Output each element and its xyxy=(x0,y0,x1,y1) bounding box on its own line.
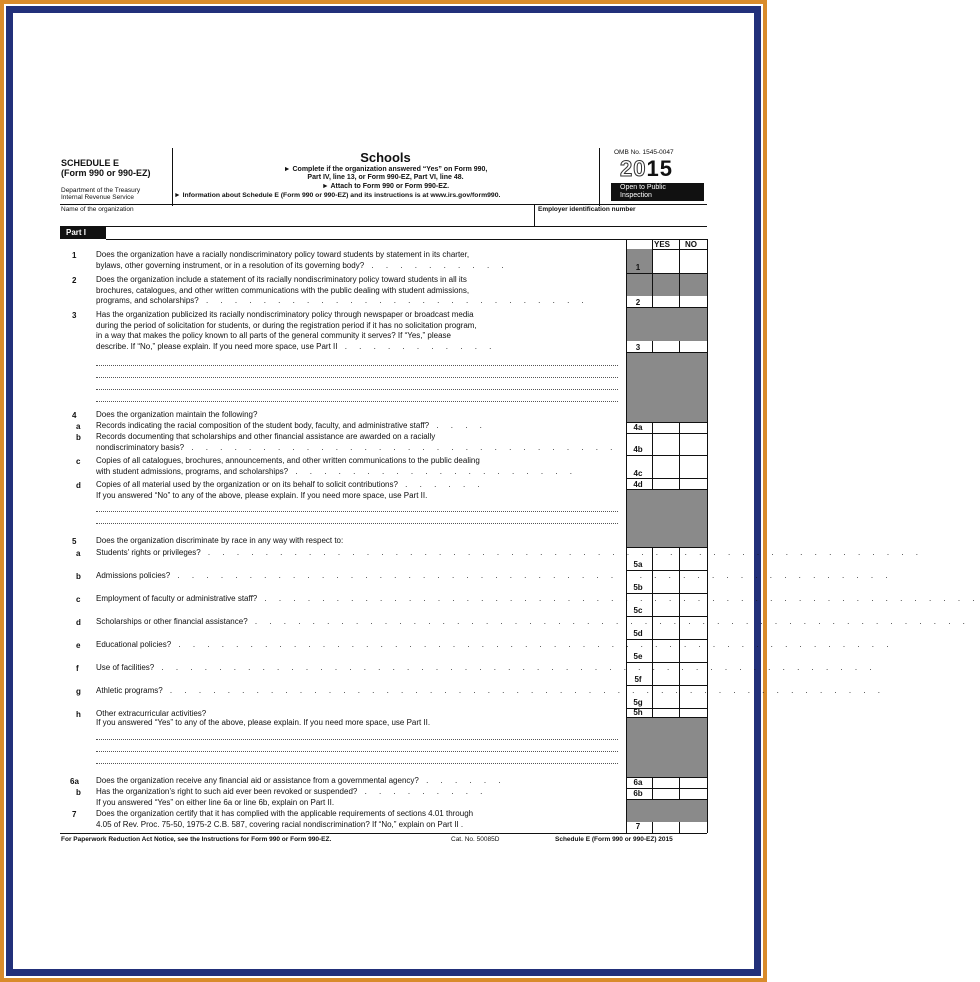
line-5e: 5e xyxy=(633,652,643,661)
form-label: (Form 990 or 990-EZ) xyxy=(61,168,151,178)
q5c-letter: c xyxy=(76,595,81,604)
instruction-2: Part IV, line 13, or Form 990-EZ, Part VI, line 48. xyxy=(307,174,464,181)
dept-treasury: Department of the Treasury xyxy=(61,187,141,194)
q6b-letter: b xyxy=(76,788,81,797)
org-name-label: Name of the organization xyxy=(61,206,134,213)
q4d-text: Copies of all material used by the organization or on its behalf to solicit contributions? . . . . . . xyxy=(96,480,485,489)
explain-line[interactable] xyxy=(96,401,618,402)
line-5d: 5d xyxy=(633,629,643,638)
q5e-letter: e xyxy=(76,641,81,650)
q5c-text: Employment of faculty or administrative staff? . . . . . . . . . . . . . . . . . . . . . . . . . . . . . . . . . . . . . . . . . . . . . . . . . . xyxy=(96,594,980,603)
q5d-text: Scholarships or other financial assistance? . . . . . . . . . . . . . . . . . . . . . . . . . . . . . . . . . . . . . . . . . . . . . . . . . . xyxy=(96,617,970,626)
open-to-public-badge: Open to Public Inspection xyxy=(611,183,704,201)
instruction-4: ► Information about Schedule E (Form 990 or 990-EZ) and its instructions is at www.irs.gov/form990. xyxy=(174,192,501,199)
q5-text: Does the organization discriminate by race in any way with respect to: xyxy=(96,536,344,545)
q1-number: 1 xyxy=(72,251,77,260)
explain-line[interactable] xyxy=(96,739,618,740)
explain-line[interactable] xyxy=(96,377,618,378)
q5h-text: Other extracurricular activities? xyxy=(96,709,207,718)
footer-schedule: Schedule E (Form 990 or 990-EZ) 2015 xyxy=(555,836,673,843)
instruction-1: ► Complete if the organization answered “Yes” on Form 990, xyxy=(283,166,488,173)
line-5b: 5b xyxy=(633,583,643,592)
q5g-letter: g xyxy=(76,687,81,696)
q7-text: Does the organization certify that it has complied with the applicable requirements of sections 4.01 through 4.05 of Rev. Proc. 75-50, 1975-2 C.B. 587, covering racial nondiscrimination? If “No,” explain on Part II . xyxy=(96,809,474,829)
q6b-text: Has the organization’s right to such aid ever been revoked or suspended? . . . . . . . . . xyxy=(96,787,488,796)
explain-line[interactable] xyxy=(96,389,618,390)
q5f-text: Use of facilities? . . . . . . . . . . . . . . . . . . . . . . . . . . . . . . . . . . . . . . . . . . . . . . . . . . xyxy=(96,663,877,672)
q5g-text: Athletic programs? . . . . . . . . . . . . . . . . . . . . . . . . . . . . . . . . . . . . . . . . . . . . . . . . . . xyxy=(96,686,885,695)
q5b-text: Admissions policies? . . . . . . . . . . . . . . . . . . . . . . . . . . . . . . . . . . . . . . . . . . . . . . . . . . xyxy=(96,571,893,580)
q2-number: 2 xyxy=(72,276,77,285)
q5e-text: Educational policies? . . . . . . . . . . . . . . . . . . . . . . . . . . . . . . . . . . . . . . . . . . . . . . . . . . xyxy=(96,640,894,649)
line-6b: 6b xyxy=(633,789,643,798)
explain-line[interactable] xyxy=(96,523,618,524)
schedule-label: SCHEDULE E xyxy=(61,158,120,168)
omb-number: OMB No. 1545-0047 xyxy=(614,149,674,156)
form-page xyxy=(14,14,980,968)
no-column-header: NO xyxy=(685,240,697,249)
dept-irs: Internal Revenue Service xyxy=(61,194,134,201)
ein-label: Employer identification number xyxy=(538,206,636,213)
line-5a: 5a xyxy=(633,560,643,569)
q4-number: 4 xyxy=(72,411,77,420)
line-1: 1 xyxy=(635,263,641,272)
yes-column-header: YES xyxy=(654,240,671,249)
q5a-text: Students' rights or privileges? . . . . . . . . . . . . . . . . . . . . . . . . . . . . . . . . . . . . . . . . . . . . . . . . . . xyxy=(96,548,923,557)
q6-explain: If you answered “Yes” on either line 6a or line 6b, explain on Part II. xyxy=(96,798,335,807)
q1-text: Does the organization have a racially nondiscriminatory policy toward students by statement in its charter, bylaws, other governing instrument, or in a resolution of its governing body? . . . . . . . . . . xyxy=(96,250,509,270)
line-6a: 6a xyxy=(633,778,643,787)
q5f-letter: f xyxy=(76,664,79,673)
q6a-text: Does the organization receive any financial aid or assistance from a governmental agency? . . . . . . xyxy=(96,776,506,785)
line-5c: 5c xyxy=(633,606,643,615)
q4d-letter: d xyxy=(76,481,81,490)
explain-line[interactable] xyxy=(96,751,618,752)
line-4a: 4a xyxy=(633,423,643,432)
q5h-letter: h xyxy=(76,710,81,719)
q5a-letter: a xyxy=(76,549,81,558)
line-5h: 5h xyxy=(633,708,643,717)
part-i-label: Part I xyxy=(60,227,106,239)
footer-paperwork: For Paperwork Reduction Act Notice, see the Instructions for Form 990 or Form 990-EZ. xyxy=(61,836,332,843)
line-7: 7 xyxy=(635,822,641,831)
line-5g: 5g xyxy=(633,698,643,707)
q4c-letter: c xyxy=(76,457,81,466)
form-title: Schools xyxy=(360,150,411,165)
q5d-letter: d xyxy=(76,618,81,627)
q6a-number: 6a xyxy=(70,777,79,786)
q4-explain: If you answered “No” to any of the above, please explain. If you need more space, use Part II. xyxy=(96,491,428,500)
instruction-3: ► Attach to Form 990 or Form 990-EZ. xyxy=(321,183,450,190)
line-3: 3 xyxy=(635,343,641,352)
q7-number: 7 xyxy=(72,810,77,819)
q3-number: 3 xyxy=(72,311,77,320)
explain-line[interactable] xyxy=(96,365,618,366)
line-5f: 5f xyxy=(634,675,642,684)
line-2: 2 xyxy=(635,298,641,307)
line-4c: 4c xyxy=(633,469,643,478)
q4b-letter: b xyxy=(76,433,81,442)
explain-line[interactable] xyxy=(96,511,618,512)
q4b-text: Records documenting that scholarships and other financial assistance are awarded on a racially nondiscriminatory basis? . . . . . . . . . . . . . . . . . . . . . . . . . . . . . . xyxy=(96,432,618,452)
line-4d: 4d xyxy=(633,480,643,489)
q2-text: Does the organization include a statement of its racially nondiscriminatory policy toward students in all its brochures, catalogues, and other written communications with the public dealing with student admissions, programs, and scholarships? . . . . . . . . . . . . . . . . . . . . . . . . . . . xyxy=(96,275,589,305)
q4-text: Does the organization maintain the following? xyxy=(96,410,258,419)
q5-number: 5 xyxy=(72,537,77,546)
q5b-letter: b xyxy=(76,572,81,581)
tax-year: 2015 xyxy=(620,156,673,181)
line-4b: 4b xyxy=(633,445,643,454)
q4a-text: Records indicating the racial composition of the student body, faculty, and administrative staff? . . . . xyxy=(96,421,487,430)
explain-line[interactable] xyxy=(96,763,618,764)
q4a-letter: a xyxy=(76,422,81,431)
footer-cat-no: Cat. No. 50085D xyxy=(451,836,500,843)
q4c-text: Copies of all catalogues, brochures, announcements, and other written communications to the public dealing with student admissions, programs, and scholarships? . . . . . . . . . . . . . . . . . . . . xyxy=(96,456,577,476)
q5-explain: If you answered “Yes” to any of the above, please explain. If you need more space, use Part II. xyxy=(96,718,431,727)
q3-text: Has the organization publicized its racially nondiscriminatory policy through newspaper or broadcast media during the period of solicitation for students, or during the registration period if it has no solicitation program, in a way that makes the policy known to all parts of the general community it serves? If “Yes,” please describe. If “No,” please explain. If you need more space, use Part II . . . . . . . . . . . xyxy=(96,310,497,351)
